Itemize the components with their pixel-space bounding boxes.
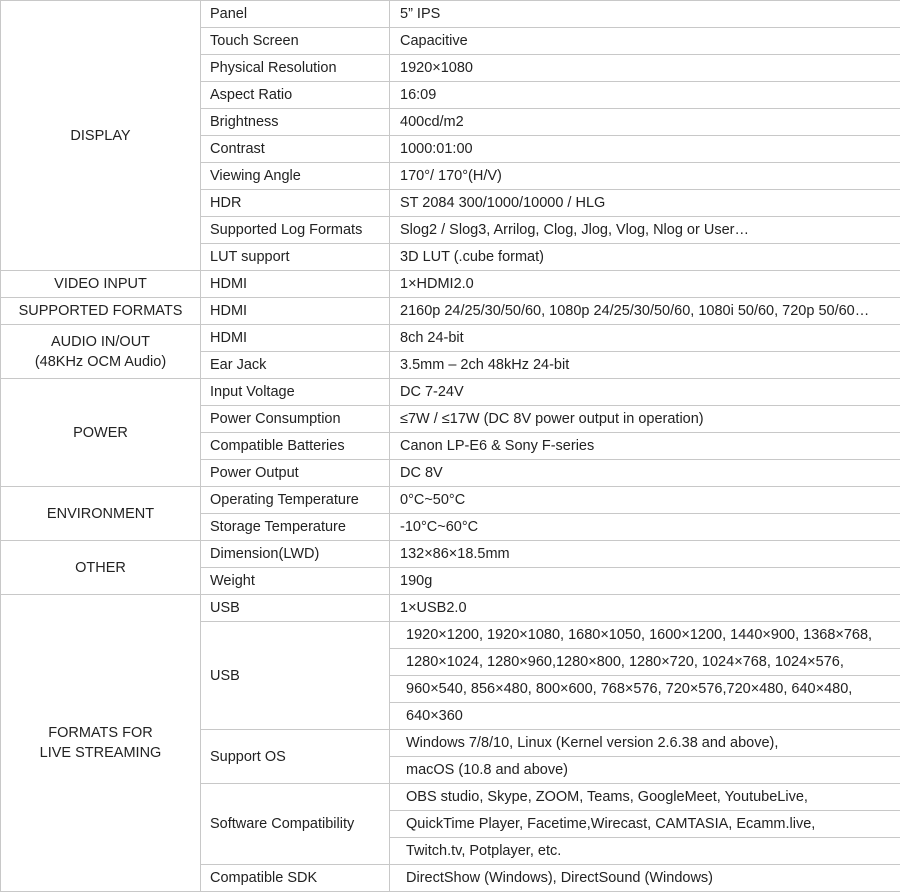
- value-cell: 400cd/m2: [390, 109, 900, 136]
- spec-row: [1, 487, 900, 514]
- value-cell: 1×USB2.0: [390, 595, 900, 622]
- item-cell: Panel: [201, 1, 390, 28]
- value-cell: macOS (10.8 and above): [390, 757, 900, 784]
- item-cell: LUT support: [201, 244, 390, 271]
- value-cell: Windows 7/8/10, Linux (Kernel version 2.6.38 and above),: [390, 730, 900, 757]
- value-cell: Twitch.tv, Potplayer, etc.: [390, 838, 900, 865]
- spec-row: [1, 298, 900, 325]
- item-cell: Physical Resolution: [201, 55, 390, 82]
- value-cell: 132×86×18.5mm: [390, 541, 900, 568]
- value-cell: 1000:01:00: [390, 136, 900, 163]
- value-cell: DirectShow (Windows), DirectSound (Windows): [390, 865, 900, 892]
- spec-row: [1, 325, 900, 352]
- category-cell: OTHER: [1, 541, 201, 595]
- item-cell: Software Compatibility: [201, 784, 390, 865]
- item-cell: Touch Screen: [201, 28, 390, 55]
- value-cell: 170°/ 170°(H/V): [390, 163, 900, 190]
- value-cell: 960×540, 856×480, 800×600, 768×576, 720×576,720×480, 640×480,: [390, 676, 900, 703]
- value-cell: DC 7-24V: [390, 379, 900, 406]
- category-cell: AUDIO IN/OUT (48KHz OCM Audio): [1, 325, 201, 379]
- item-cell: Dimension(LWD): [201, 541, 390, 568]
- category-cell: DISPLAY: [1, 1, 201, 271]
- value-cell: 1920×1080: [390, 55, 900, 82]
- value-cell: 16:09: [390, 82, 900, 109]
- value-cell: 1920×1200, 1920×1080, 1680×1050, 1600×1200, 1440×900, 1368×768,: [390, 622, 900, 649]
- value-cell: -10°C~60°C: [390, 514, 900, 541]
- item-cell: Input Voltage: [201, 379, 390, 406]
- item-cell: Support OS: [201, 730, 390, 784]
- item-cell: Supported Log Formats: [201, 217, 390, 244]
- spec-row: [1, 595, 900, 622]
- item-cell: HDMI: [201, 271, 390, 298]
- category-cell: VIDEO INPUT: [1, 271, 201, 298]
- value-cell: QuickTime Player, Facetime,Wirecast, CAMTASIA, Ecamm.live,: [390, 811, 900, 838]
- category-cell: ENVIRONMENT: [1, 487, 201, 541]
- value-cell: DC 8V: [390, 460, 900, 487]
- value-cell: 0°C~50°C: [390, 487, 900, 514]
- item-cell: Compatible SDK: [201, 865, 390, 892]
- value-cell: 1280×1024, 1280×960,1280×800, 1280×720, 1024×768, 1024×576,: [390, 649, 900, 676]
- item-cell: Power Output: [201, 460, 390, 487]
- item-cell: USB: [201, 595, 390, 622]
- item-cell: Weight: [201, 568, 390, 595]
- value-cell: 190g: [390, 568, 900, 595]
- item-cell: Storage Temperature: [201, 514, 390, 541]
- value-cell: Capacitive: [390, 28, 900, 55]
- value-cell: 5” IPS: [390, 1, 900, 28]
- value-cell: 1×HDMI2.0: [390, 271, 900, 298]
- value-cell: 3D LUT (.cube format): [390, 244, 900, 271]
- item-cell: Compatible Batteries: [201, 433, 390, 460]
- spec-row: [1, 271, 900, 298]
- item-cell: HDR: [201, 190, 390, 217]
- item-cell: Operating Temperature: [201, 487, 390, 514]
- value-cell: OBS studio, Skype, ZOOM, Teams, GoogleMeet, YoutubeLive,: [390, 784, 900, 811]
- value-cell: 3.5mm – 2ch 48kHz 24-bit: [390, 352, 900, 379]
- value-cell: ST 2084 300/1000/10000 / HLG: [390, 190, 900, 217]
- value-cell: 8ch 24-bit: [390, 325, 900, 352]
- spec-row: [1, 379, 900, 406]
- item-cell: USB: [201, 622, 390, 730]
- item-cell: HDMI: [201, 325, 390, 352]
- spec-row: [1, 541, 900, 568]
- value-cell: 640×360: [390, 703, 900, 730]
- spec-row: [1, 1, 900, 28]
- value-cell: Slog2 / Slog3, Arrilog, Clog, Jlog, Vlog, Nlog or User…: [390, 217, 900, 244]
- item-cell: Brightness: [201, 109, 390, 136]
- category-cell: POWER: [1, 379, 201, 487]
- value-cell: ≤7W / ≤17W (DC 8V power output in operation): [390, 406, 900, 433]
- item-cell: HDMI: [201, 298, 390, 325]
- spec-table-body: [1, 1, 900, 892]
- item-cell: Ear Jack: [201, 352, 390, 379]
- item-cell: Viewing Angle: [201, 163, 390, 190]
- value-cell: 2160p 24/25/30/50/60, 1080p 24/25/30/50/60, 1080i 50/60, 720p 50/60…: [390, 298, 900, 325]
- value-cell: Canon LP-E6 & Sony F-series: [390, 433, 900, 460]
- item-cell: Aspect Ratio: [201, 82, 390, 109]
- category-cell: FORMATS FOR LIVE STREAMING: [1, 595, 201, 892]
- category-cell: SUPPORTED FORMATS: [1, 298, 201, 325]
- item-cell: Power Consumption: [201, 406, 390, 433]
- item-cell: Contrast: [201, 136, 390, 163]
